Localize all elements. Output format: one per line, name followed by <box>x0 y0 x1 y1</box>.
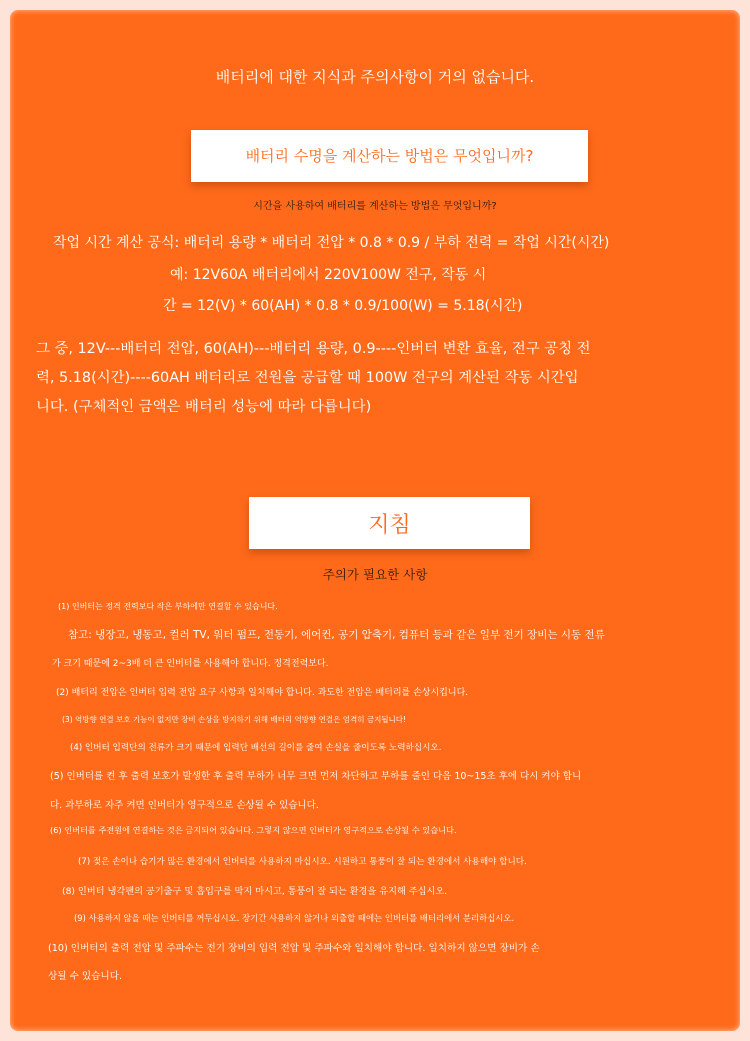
page-panel <box>10 10 740 1031</box>
guide-item: 가 크기 때문에 2~3배 더 큰 인버터를 사용해야 합니다. 정격전력보다. <box>52 659 329 669</box>
example-line-2: 간 = 12(V) * 60(AH) * 0.8 * 0.9/100(W) = 5.18(시간) <box>163 298 523 314</box>
section-title: 배터리 수명을 계산하는 방법은 무엇입니까? <box>245 147 534 165</box>
guide-item: (7) 젖은 손이나 습기가 많은 환경에서 인버터를 사용하지 마십시오. 시원하고 통풍이 잘 되는 환경에서 사용해야 합니다. <box>78 857 527 867</box>
guide-item: (4) 인버터 입력단의 전류가 크기 때문에 입력단 배선의 길이를 줄여 손실을 줄이도록 노력하십시오. <box>70 743 442 753</box>
guide-subtitle: 주의가 필요한 사항 <box>322 567 428 582</box>
guide-item: (2) 배터리 전압은 인버터 입력 전압 요구 사항과 일치해야 합니다. 과도한 전압은 배터리를 손상시킵니다. <box>56 688 469 698</box>
example-line-1: 예: 12V60A 배터리에서 220V100W 전구, 작동 시 <box>170 267 487 283</box>
section-subtitle: 시간을 사용하여 배터리를 계산하는 방법은 무엇입니까? <box>253 201 497 212</box>
guide-item: (9) 사용하지 않을 때는 인버터를 꺼두십시오. 장기간 사용하지 않거나 외출할 때에는 인버터를 배터리에서 분리하십시오. <box>74 913 515 923</box>
guide-item: 다. 과부하로 자주 켜면 인버터가 영구적으로 손상될 수 있습니다. <box>50 800 319 811</box>
guide-item: (3) 역방향 연결 보호 기능이 없지만 장비 손상을 방지하기 위해 배터리 역방향 연결은 엄격히 금지됩니다! <box>62 715 407 724</box>
page-header: 배터리에 대한 지식과 주의사항이 거의 없습니다. <box>215 68 535 86</box>
formula-text: 작업 시간 계산 공식: 배터리 용량 * 배터리 전압 * 0.8 * 0.9 / 부하 전력 = 작업 시간(시간) <box>53 235 610 251</box>
explain-line-2: 력, 5.18(시간)----60AH 배터리로 전원을 공급할 때 100W 전구의 계산된 작동 시간입 <box>36 370 579 386</box>
guide-item: (10) 인버터의 출력 전압 및 주파수는 전기 장비의 입력 전압 및 주파수와 일치해야 합니다. 일치하지 않으면 장비가 손 <box>48 943 540 954</box>
guide-item: (1) 인버터는 정격 전력보다 작은 부하에만 연결할 수 있습니다. <box>58 602 278 611</box>
guide-item: 참고: 냉장고, 냉동고, 컬러 TV, 워터 펌프, 전동기, 에어컨, 공기 압축기, 컴퓨터 등과 같은 일부 전기 장비는 시동 전류 <box>68 629 605 641</box>
guide-item: (6) 인버터를 주전원에 연결하는 것은 금지되어 있습니다. 그렇지 않으면 인버터가 영구적으로 손상될 수 있습니다. <box>50 825 457 835</box>
explain-line-3: 니다. (구체적인 금액은 배터리 성능에 따라 다릅니다) <box>36 399 372 415</box>
explain-line-1: 그 중, 12V---배터리 전압, 60(AH)---배터리 용량, 0.9----인버터 변환 효율, 전구 공칭 전 <box>36 341 591 357</box>
guide-item: 상될 수 있습니다. <box>48 971 123 982</box>
guide-item: (8) 인버터 냉각팬의 공기출구 및 흡입구를 막지 마시고, 통풍이 잘 되는 환경을 유지해 주십시오. <box>62 886 448 897</box>
guide-title: 지침 <box>368 513 411 538</box>
guide-item: (5) 인버터를 켠 후 출력 보호가 발생한 후 출력 부하가 너무 크면 먼저 차단하고 부하를 줄인 다음 10~15초 후에 다시 켜야 합니 <box>50 771 582 782</box>
